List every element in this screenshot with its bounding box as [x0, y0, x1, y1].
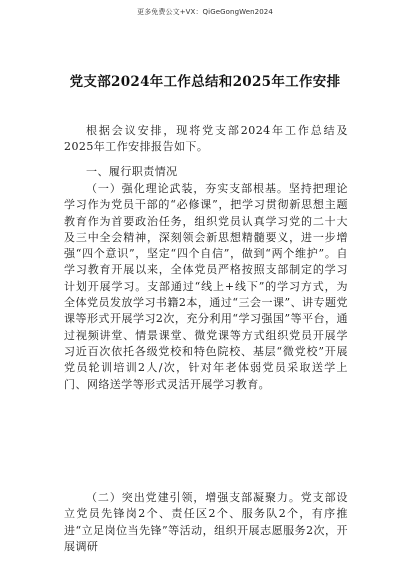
intro-text: 根据会议安排，现将党支部2024年工作总结及2025年工作安排报告如下。 [64, 124, 348, 154]
intro-paragraph [64, 123, 348, 156]
section-heading-text: 一、履行职责情况 [86, 165, 178, 178]
body-paragraph-1 [64, 181, 348, 393]
body-paragraph-1-text: （一）强化理论武装，夯实支部根基。坚持把理论学习作为党员干部的“必修课”，把学习贯彻新思想主题教育作为首要政治任务，组织党员认真学习党的二十大及三中全会精神，深刻领会新思想精髓要义，进一步增强“四个意识”，坚定“四个自信”，做到“两个维护”。自学习教育开展以来，全体党员严格按照支部制定的学习计划开展学习。支部通过“线上+线下”的学习方式，为全体党员发放学习书籍2本，通过“三会一课”、讲专题党课等形式开展学习2次，充分利用“学习强国”等平台，通过视频讲堂、情景课堂、微党课等方式组织党员开展学习近百次依托各级党校和特色院校、基层“微党校”开展党员轮训培训2人/次，针对年老体弱党员采取送学上门、网络送学等形式灵活开展学习教育。 [64, 182, 348, 391]
body-paragraph-2 [64, 490, 348, 555]
document-title: 党支部2024年工作总结和2025年工作安排 [69, 74, 341, 90]
header-note: 更多免费公文+VX：QiGeGongWen2024 [137, 8, 273, 16]
section-heading [64, 164, 348, 180]
body-paragraph-2-text: （二）突出党建引领，增强支部凝聚力。党支部设立党员先锋岗2个、责任区2个、服务队2个，有序推进“立足岗位当先锋”等活动，组织开展志愿服务2次，开展调研 [64, 491, 348, 553]
